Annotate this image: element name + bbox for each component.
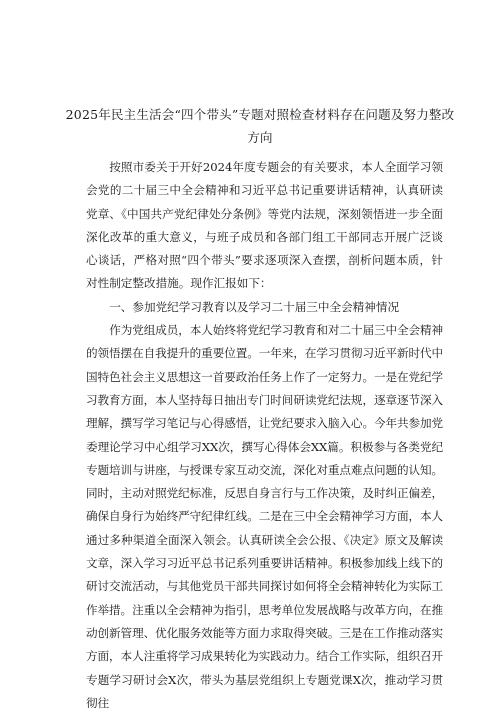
title-line-1: 2025年民主生活会“四个带头”专题对照检查材料存在问题及努力整改 <box>65 107 455 122</box>
section-1-heading: 一、参加党纪学习教育以及学习二十届三中全会精神情况 <box>109 299 400 314</box>
intro-paragraph: 按照市委关于开好2024年度专题会的有关要求，本人全面学习领会党的二十届三中全会精神和习近平总书记重要讲话精神，认真研读党章、《中国共产党纪律处分条例》等党内法规，深刻领悟进一步全面深化改革的重大意义，与班子成员和各部门组工干部同志开展广泛谈心谈话，严格对照“四个带头”要求逐项深入查摆，剖析问题本质，针对性制定整改措施。现作汇报如下： <box>86 160 443 291</box>
document-body <box>86 156 443 715</box>
section-1-paragraph: 作为党组成员，本人始终将党纪学习教育和对二十届三中全会精神的领悟摆在自我提升的重要位置。一年来，在学习贯彻习近平新时代中国特色社会主义思想这一首要政治任务上作了一定努力。一是在党纪学习教育方面，本人坚持每日抽出专门时间研读党纪法规，逐章逐节深入理解，撰写学习笔记与心得感悟，让党纪要求入脑入心。今年共参加党委理论学习中心组学习XX次，撰写心得体会XX篇。积极参与各类党纪专题培训与讲座，与授课专家互动交流，深化对重点难点问题的认知。同时，主动对照党纪标准，反思自身言行与工作决策，及时纠正偏差，确保自身行为始终严守纪律红线。二是在三中全会精神学习方面，本人通过多种渠道全面深入领会。认真研读全会公报、《决定》原文及解读文章，深入学习习近平总书记系列重要讲话精神。积极参加线上线下的研讨交流活动，与其他党员干部共同探讨如何将全会精神转化为实际工作举措。注重以全会精神为指引，思考单位发展战略与改革方向，在推动创新管理、优化服务效能等方面力求取得突破。三是在工作推动落实方面，本人注重将学习成果转化为实践动力。结合工作实际，组织召开专题学习研讨会X次，带头为基层党组织上专题党课X次，推动学习贯彻往 <box>86 323 443 710</box>
title-line-2: 方向 <box>247 130 273 145</box>
document-title <box>60 103 460 149</box>
